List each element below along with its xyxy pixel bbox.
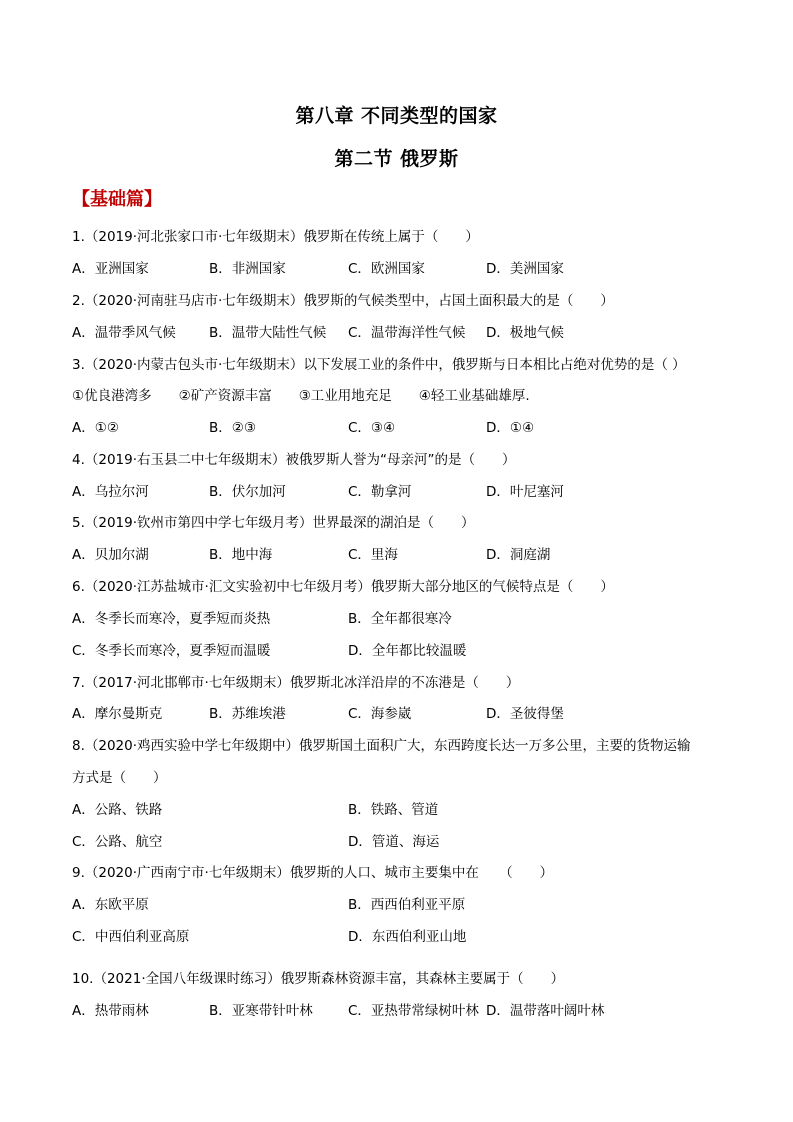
question-10-option-d: D．温带落叶阔叶林 xyxy=(486,1003,605,1019)
question-2-option-d: D．极地气候 xyxy=(486,325,564,341)
question-1-option-c: C．欧洲国家 xyxy=(348,261,425,277)
question-10-option-c: C．亚热带常绿树叶林 xyxy=(348,1003,479,1019)
question-5-option-c: C．里海 xyxy=(348,547,398,563)
question-stem-2: 2.（2020·河南驻马店市·七年级期末）俄罗斯的气候类型中，占国土面积最大的是（ ） xyxy=(72,293,614,309)
question-3-statements: ①优良港湾多 ②矿产资源丰富 ③工业用地充足 ④轻工业基础雄厚. xyxy=(72,388,530,404)
question-6-option-c: C．冬季长而寒冷，夏季短而温暖 xyxy=(72,643,271,659)
question-1-option-d: D．美洲国家 xyxy=(486,261,564,277)
question-stem-3: 3.（2020·内蒙古包头市·七年级期末）以下发展工业的条件中，俄罗斯与日本相比占绝对优势的是（ ） xyxy=(72,357,686,373)
question-stem-7: 7.（2017·河北邯郸市·七年级期末）俄罗斯北冰洋沿岸的不冻港是（ ） xyxy=(72,675,520,691)
question-7-option-b: B．苏维埃港 xyxy=(209,706,286,722)
question-5-option-a: A．贝加尔湖 xyxy=(72,547,149,563)
section-title: 第二节 俄罗斯 xyxy=(334,148,459,170)
question-9-option-a: A．东欧平原 xyxy=(72,897,149,913)
question-8-option-c: C．公路、航空 xyxy=(72,834,163,850)
question-9-option-b: B．西西伯利亚平原 xyxy=(348,897,466,913)
question-9-option-c: C．中西伯利亚高原 xyxy=(72,929,190,945)
question-stem-1: 1.（2019·河北张家口市·七年级期末）俄罗斯在传统上属于（ ） xyxy=(72,229,479,245)
question-5-option-b: B．地中海 xyxy=(209,547,273,563)
question-10-option-a: A．热带雨林 xyxy=(72,1003,149,1019)
question-10-option-b: B．亚寒带针叶林 xyxy=(209,1003,313,1019)
question-2-option-b: B．温带大陆性气候 xyxy=(209,325,327,341)
question-8-option-b: B．铁路、管道 xyxy=(348,802,439,818)
question-stem-4: 4.（2019·右玉县二中七年级期末）被俄罗斯人誉为“母亲河”的是（ ） xyxy=(72,452,516,468)
question-9-option-d: D．东西伯利亚山地 xyxy=(348,929,467,945)
question-4-option-d: D．叶尼塞河 xyxy=(486,484,564,500)
question-6-option-b: B．全年都很寒冷 xyxy=(348,611,452,627)
question-4-option-a: A．乌拉尔河 xyxy=(72,484,149,500)
question-stem-9: 9.（2020·广西南宁市·七年级期末）俄罗斯的人口、城市主要集中在 （ ） xyxy=(72,865,554,881)
question-4-option-c: C．勒拿河 xyxy=(348,484,412,500)
question-2-option-a: A．温带季风气候 xyxy=(72,325,176,341)
question-4-option-b: B．伏尔加河 xyxy=(209,484,286,500)
question-6-option-a: A．冬季长而寒冷，夏季短而炎热 xyxy=(72,611,271,627)
question-stem-10: 10.（2021·全国八年级课时练习）俄罗斯森林资源丰富，其森林主要属于（ ） xyxy=(72,971,565,987)
question-7-option-a: A．摩尔曼斯克 xyxy=(72,706,163,722)
chapter-title: 第八章 不同类型的国家 xyxy=(295,105,498,127)
question-8-option-d: D．管道、海运 xyxy=(348,834,440,850)
question-3-option-a: A．①② xyxy=(72,420,119,436)
question-6-option-d: D．全年都比较温暖 xyxy=(348,643,467,659)
question-1-option-a: A．亚洲国家 xyxy=(72,261,149,277)
question-7-option-d: D．圣彼得堡 xyxy=(486,706,564,722)
question-7-option-c: C．海参崴 xyxy=(348,706,412,722)
question-stem-6: 6.（2020·江苏盐城市·汇文实验初中七年级月考）俄罗斯大部分地区的气候特点是（ ） xyxy=(72,579,614,595)
question-8-option-a: A．公路、铁路 xyxy=(72,802,163,818)
question-stem-5: 5.（2019·钦州市第四中学七年级月考）世界最深的湖泊是（ ） xyxy=(72,515,475,531)
question-3-option-c: C．③④ xyxy=(348,420,396,436)
question-stem-8-cont: 方式是（ ） xyxy=(72,770,167,786)
question-1-option-b: B．非洲国家 xyxy=(209,261,286,277)
question-5-option-d: D．洞庭湖 xyxy=(486,547,551,563)
question-2-option-c: C．温带海洋性气候 xyxy=(348,325,466,341)
question-3-option-b: B．②③ xyxy=(209,420,256,436)
question-stem-8: 8.（2020·鸡西实验中学七年级期中）俄罗斯国土面积广大，东西跨度长达一万多公里，主要的货物运输 xyxy=(72,738,691,754)
section-label: 【基础篇】 xyxy=(72,189,162,210)
question-3-option-d: D．①④ xyxy=(486,420,535,436)
